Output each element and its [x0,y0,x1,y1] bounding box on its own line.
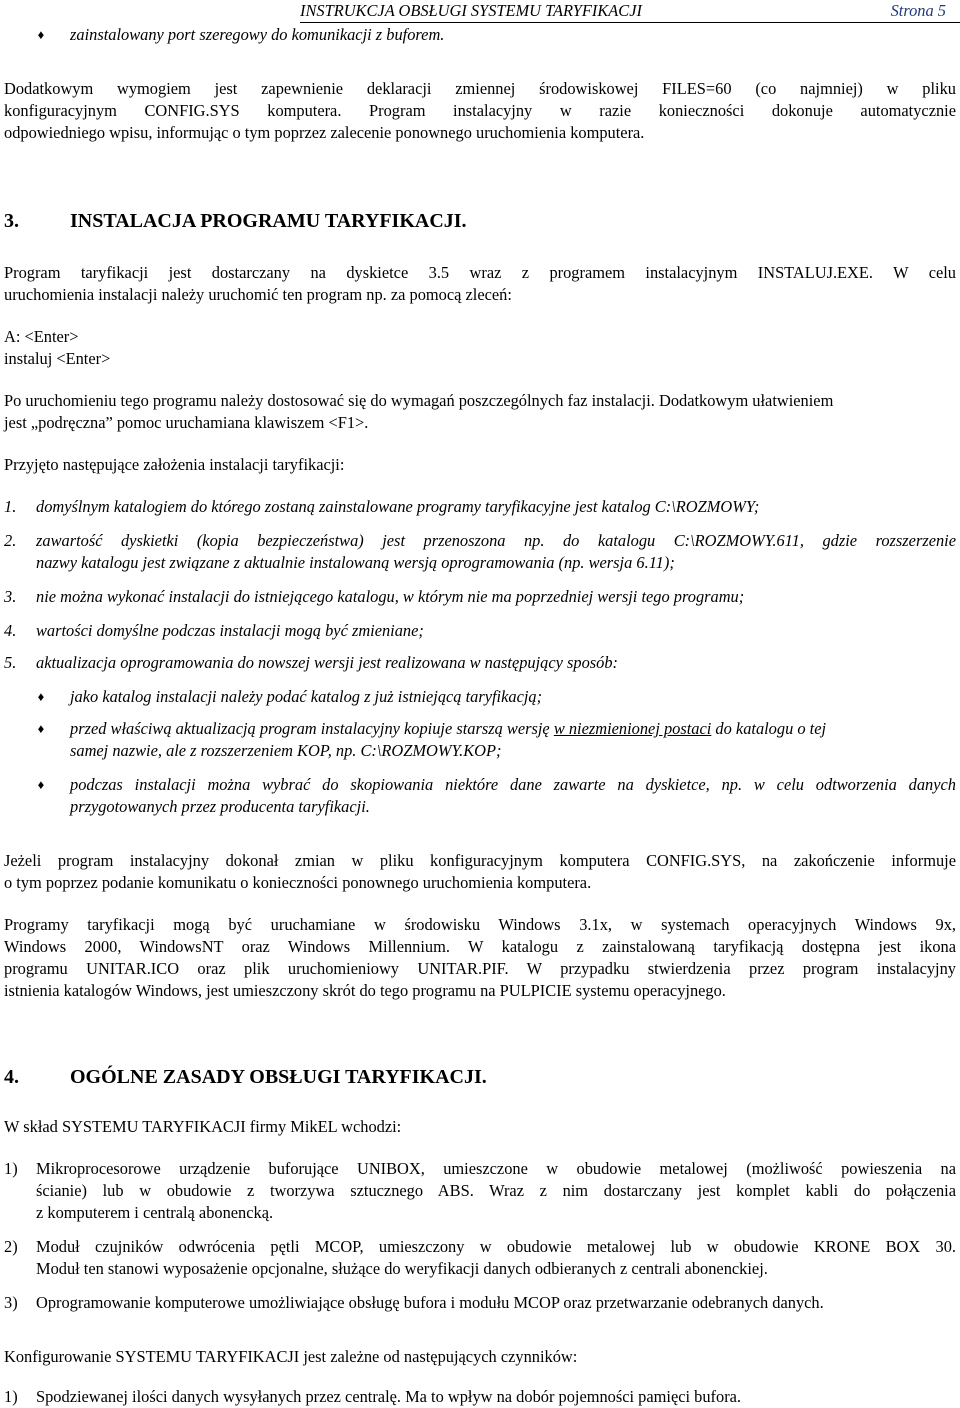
assumption-number: 2. [4,531,17,550]
component-2-line2: Moduł ten stanowi wyposażenie opcjonalne, służące do weryfikacji danych odbieranych z centrali abonenckiej. [36,1259,768,1278]
section4-title: OGÓLNE ZASADY OBSŁUGI TARYFIKACJI. [70,1066,487,1088]
component-1-line2: ścianie) lub w obudowie z tworzywa sztucznego ABS. Wraz z nim dostarczany jest komplet kabli do połączenia [36,1181,956,1200]
para-config-line2: konfiguracyjnym CONFIG.SYS komputera. Program instalacyjny w razie konieczności dokonuje automatycznie [4,101,956,120]
component-number: 2) [4,1237,18,1256]
sub-bullet-2-line1 [70,718,826,740]
diamond-bullet-icon: ♦ [37,689,45,704]
header-rule [300,22,960,23]
assumption-number: 5. [4,653,17,672]
sub-bullet-2-pre: przed właściwą aktualizacją program instalacyjny kopiuje starszą wersję [70,719,554,738]
section3-p4-line4: istnienia katalogów Windows, jest umieszczony skrót do tego programu na PULPICIE systemu operacyjnego. [4,981,726,1000]
assumption-number: 4. [4,621,17,640]
command-line-2: instaluj <Enter> [4,349,111,368]
assumption-item-2-line1: zawartość dyskietki (kopia bezpieczeństwa) jest przenoszona np. do katalogu C:\ROZMOWY.611, gdzie rozszerzenie [36,531,956,550]
assumption-number: 3. [4,587,17,606]
component-1-line3: z komputerem i centralą abonencką. [36,1203,274,1222]
section3-p4-line3: programu UNITAR.ICO oraz plik uruchomieniowy UNITAR.PIF. W przypadku stwierdzenia przez program instalacyjny [4,959,956,978]
component-number: 3) [4,1293,18,1312]
component-number: 1) [4,1159,18,1178]
section3-p2-line1: Po uruchomieniu tego programu należy dostosować się do wymagań poszczególnych faz instalacji. Dodatkowym ułatwieniem [4,391,834,410]
section3-p3-line1: Jeżeli program instalacyjny dokonał zmian w pliku konfiguracyjnym komputera CONFIG.SYS, na zakończenie informuje [4,851,956,870]
bullet-serial-port: zainstalowany port szeregowy do komunikacji z buforem. [70,25,445,44]
factor-number: 1) [4,1387,18,1406]
section4-intro: W skład SYSTEMU TARYFIKACJI firmy MikEL wchodzi: [4,1117,402,1136]
assumption-item-2-line2: nazwy katalogu jest związane z aktualnie instalowaną wersją oprogramowania (np. wersja 6.11); [36,553,675,572]
header-title-text: INSTRUKCJA OBSŁUGI SYSTEMU TARYFIKACJI [300,1,642,20]
diamond-bullet-icon: ♦ [37,777,45,792]
para-config-line1: Dodatkowym wymogiem jest zapewnienie deklaracji zmiennej środowiskowej FILES=60 (co najmniej) w pliku [4,79,956,98]
section3-p4-line1: Programy taryfikacji mogą być uruchamiane w środowisku Windows 3.1x, w systemach operacyjnych Windows 9x, [4,915,956,934]
section3-number: 3. [4,210,19,232]
para-config-line3: odpowiedniego wpisu, informując o tym poprzez zalecenie ponownego uruchomienia komputera. [4,123,645,142]
section3-p4-line2: Windows 2000, WindowsNT oraz Windows Millennium. W katalogu z zainstalowaną taryfikacją dostępna jest ikona [4,937,956,956]
section3-p2-line2: jest „podręczna” pomoc uruchamiana klawiszem <F1>. [4,413,369,432]
assumption-item-5: aktualizacja oprogramowania do nowszej wersji jest realizowana w następujący sposób: [36,653,619,672]
config-intro: Konfigurowanie SYSTEMU TARYFIKACJI jest zależne od następujących czynników: [4,1347,578,1366]
sub-bullet-3-line1: podczas instalacji można wybrać do skopiowania niektóre dane zawarte na dyskietce, np. w celu odtworzenia danych [70,775,956,794]
command-line-1: A: <Enter> [4,327,79,346]
section4-number: 4. [4,1066,19,1088]
sub-bullet-2-line2: samej nazwie, ale z rozszerzeniem KOP, np. C:\ROZMOWY.KOP; [70,741,502,760]
section3-p1-line2: uruchomienia instalacji należy uruchomić ten program np. za pomocą zleceń: [4,285,512,304]
sub-bullet-2-underlined: w niezmienionej postaci [553,719,712,738]
component-3-line1: Oprogramowanie komputerowe umożliwiające obsługę bufora i modułu MCOP oraz przetwarzanie odebranych danych. [36,1293,824,1312]
assumption-item-4: wartości domyślne podczas instalacji mogą być zmieniane; [36,621,424,640]
sub-bullet-2-post: do katalogu o tej [711,719,827,738]
diamond-bullet-icon: ♦ [37,721,45,736]
assumption-item-3: nie można wykonać instalacji do istniejącego katalogu, w którym nie ma poprzedniej wersji tego programu; [36,587,745,606]
assumption-item-1: domyślnym katalogiem do którego zostaną zainstalowane programy taryfikacyjne jest katalog C:\ROZMOWY; [36,497,760,516]
document-header-title [300,0,720,22]
section3-title: INSTALACJA PROGRAMU TARYFIKACJI. [70,210,467,232]
diamond-bullet-icon: ♦ [37,27,45,42]
page-number: Strona 5 [890,1,946,20]
assumption-number: 1. [4,497,17,516]
section3-p3-line2: o tym poprzez podanie komunikatu o konieczności ponownego uruchomienia komputera. [4,873,592,892]
sub-bullet-3-line2: przygotowanych przez producenta taryfikacji. [70,797,370,816]
component-2-line1: Moduł czujników odwrócenia pętli MCOP, umieszczony w obudowie metalowej lub w obudowie KRONE BOX 30. [36,1237,956,1256]
section3-p1-line1: Program taryfikacji jest dostarczany na dyskietce 3.5 wraz z programem instalacyjnym INSTALUJ.EXE. W celu [4,263,956,282]
assumptions-intro: Przyjęto następujące założenia instalacji taryfikacji: [4,455,345,474]
factor-1-line1: Spodziewanej ilości danych wysyłanych przez centralę. Ma to wpływ na dobór pojemności pamięci bufora. [36,1387,742,1406]
component-1-line1: Mikroprocesorowe urządzenie buforujące UNIBOX, umieszczone w obudowie metalowej (możliwość powieszenia na [36,1159,956,1178]
sub-bullet-1: jako katalog instalacji należy podać katalog z już istniejącą taryfikacją; [70,687,543,706]
